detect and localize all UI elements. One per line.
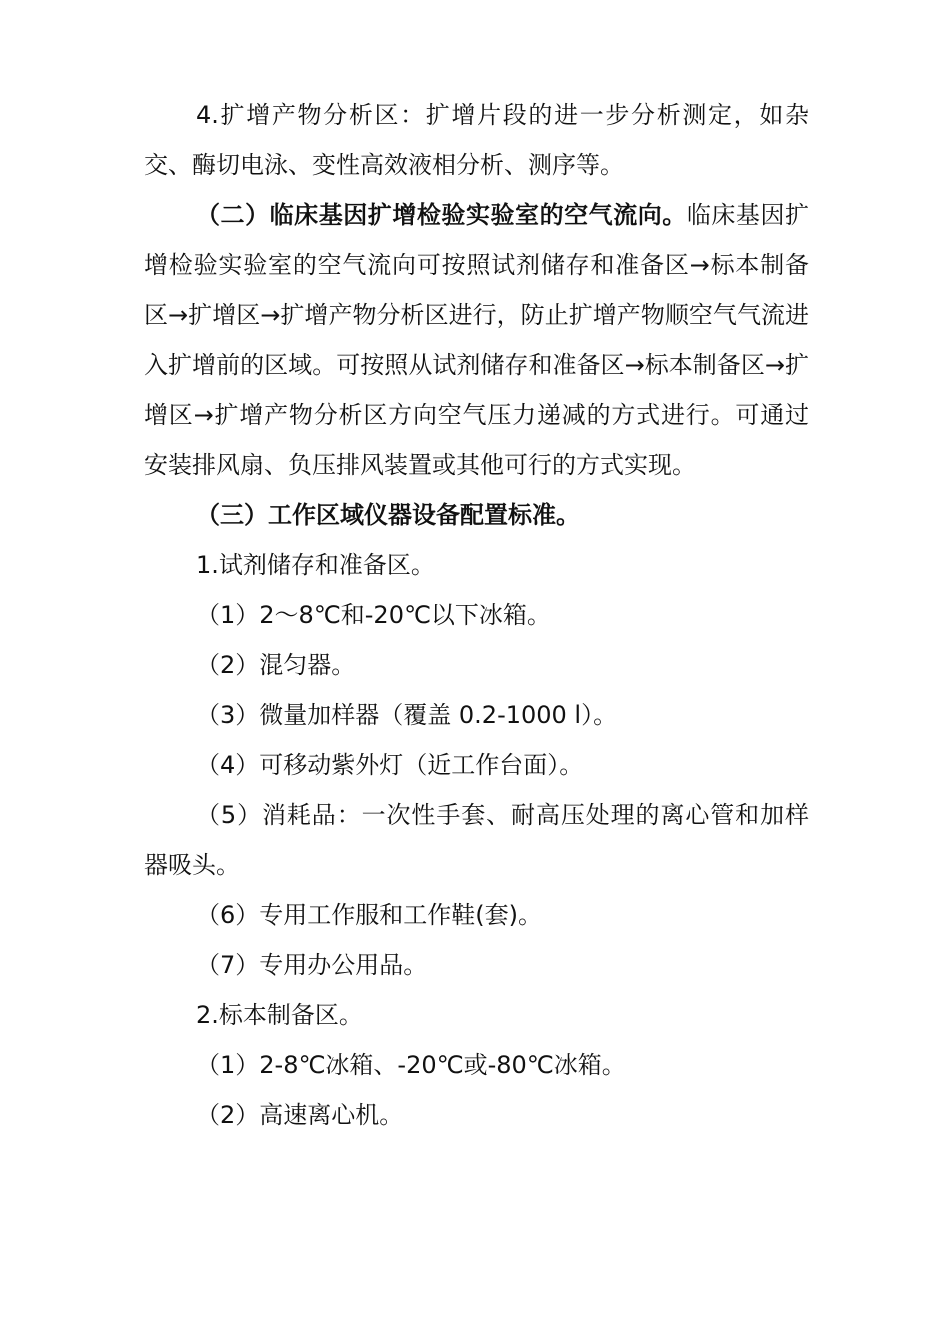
list-item: （1）2～8℃和-20℃以下冰箱。	[196, 601, 551, 629]
list-item: （1）2-8℃冰箱、-20℃或-80℃冰箱。	[196, 1051, 626, 1079]
paragraph-air-flow	[144, 190, 809, 490]
list-item: （3）微量加样器（覆盖 0.2-1000 l）。	[196, 701, 618, 729]
paragraph-air-flow-body: 临床基因扩增检验实验室的空气流向可按照试剂储存和准备区→标本制备区→扩增区→扩增产物分析区进行，防止扩增产物顺空气气流进入扩增前的区域。可按照从试剂储存和准备区→标本制备区→扩增区→扩增产物分析区方向空气压力递减的方式进行。可通过安装排风扇、负压排风装置或其他可行的方式实现。	[144, 201, 810, 479]
paragraph-amplification-product-area: 4.扩增产物分析区：扩增片段的进一步分析测定，如杂交、酶切电泳、变性高效液相分析、测序等。	[144, 101, 809, 179]
list-item: （7）专用办公用品。	[196, 951, 428, 979]
section-heading-air-flow: （二）临床基因扩增检验实验室的空气流向。	[196, 201, 687, 229]
document-body	[144, 90, 809, 1140]
list-heading-reagent-area: 1.试剂储存和准备区。	[196, 551, 435, 579]
section-heading-equipment: （三）工作区域仪器设备配置标准。	[196, 501, 580, 529]
list-item: （6）专用工作服和工作鞋(套)。	[196, 901, 542, 929]
list-item: （4）可移动紫外灯（近工作台面）。	[196, 751, 584, 779]
list-item: （2）高速离心机。	[196, 1101, 404, 1129]
list-heading-specimen-area: 2.标本制备区。	[196, 1001, 363, 1029]
list-item: （5）消耗品：一次性手套、耐高压处理的离心管和加样器吸头。	[144, 801, 809, 879]
list-item: （2）混匀器。	[196, 651, 356, 679]
